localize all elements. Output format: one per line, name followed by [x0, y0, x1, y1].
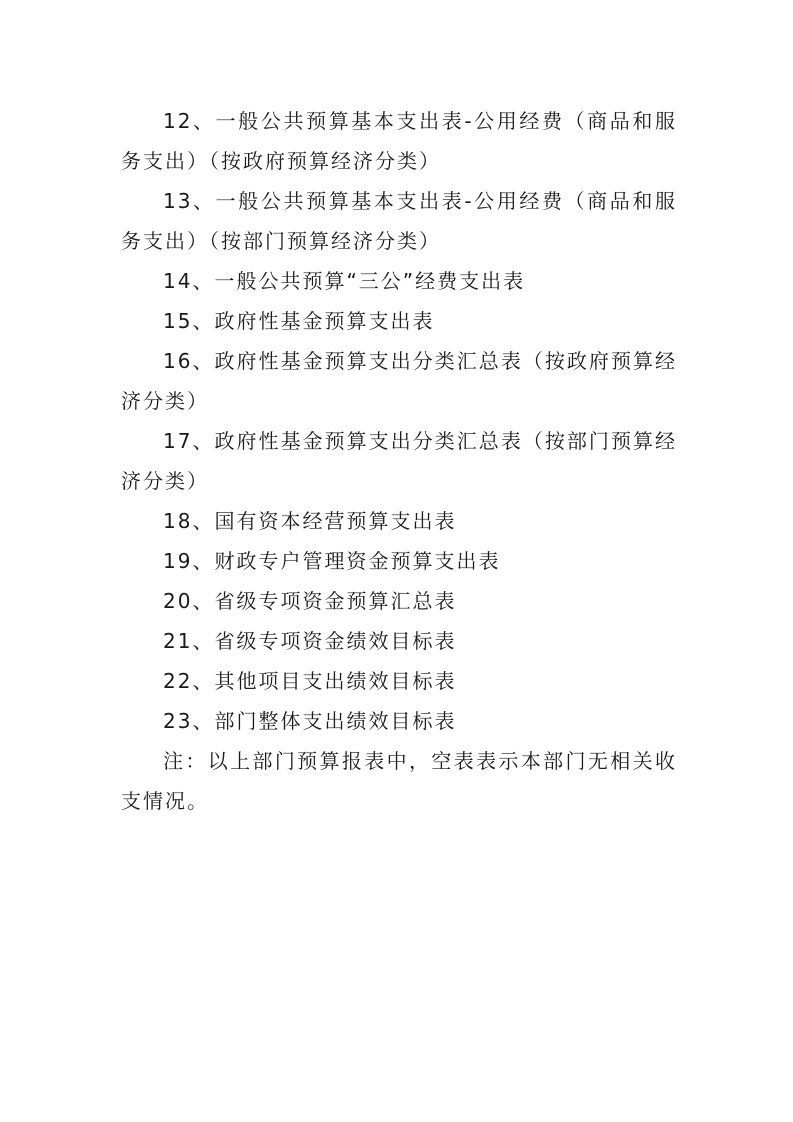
list-item-21: 21、省级专项资金绩效目标表 [163, 629, 457, 653]
note-paragraph: 注：以上部门预算报表中，空表表示本部门无相关收支情况。 [121, 749, 677, 813]
list-item-18: 18、国有资本经营预算支出表 [163, 509, 457, 533]
list-item-12: 12、一般公共预算基本支出表-公用经费（商品和服务支出）（按政府预算经济分类） [121, 109, 677, 173]
list-item-16: 16、政府性基金预算支出分类汇总表（按政府预算经济分类） [121, 349, 677, 413]
list-item-22: 22、其他项目支出绩效目标表 [163, 669, 457, 693]
list-item-19: 19、财政专户管理资金预算支出表 [163, 549, 501, 573]
list-item-20: 20、省级专项资金预算汇总表 [163, 589, 457, 613]
document-body [121, 101, 677, 821]
list-item-23: 23、部门整体支出绩效目标表 [163, 709, 457, 733]
list-item-13: 13、一般公共预算基本支出表-公用经费（商品和服务支出）（按部门预算经济分类） [121, 189, 677, 253]
list-item-14: 14、一般公共预算“三公”经费支出表 [163, 269, 526, 293]
list-item-15: 15、政府性基金预算支出表 [163, 309, 435, 333]
list-item-17: 17、政府性基金预算支出分类汇总表（按部门预算经济分类） [121, 429, 677, 493]
